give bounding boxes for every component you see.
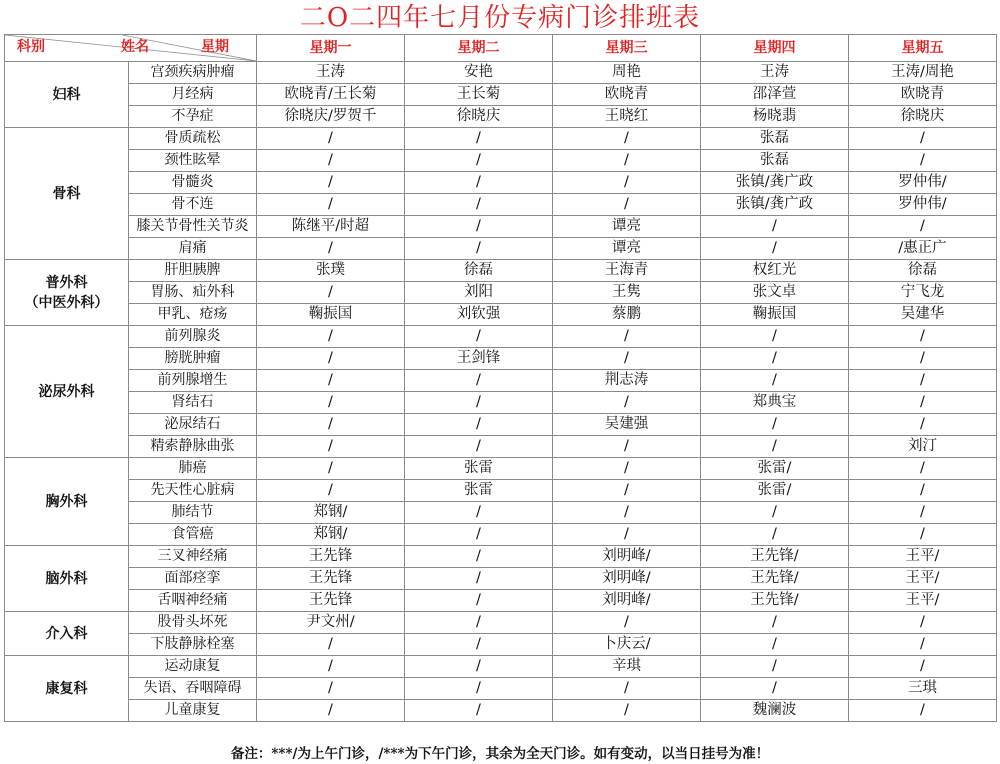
disease-cell: 膀胱肿瘤 [129, 348, 257, 370]
table-row [5, 238, 997, 260]
schedule-cell: 杨晓翡 [701, 106, 849, 128]
schedule-cell: / [849, 458, 997, 480]
schedule-cell: 刘钦强 [405, 304, 553, 326]
schedule-cell: 郑钢/ [257, 524, 405, 546]
schedule-cell: / [405, 546, 553, 568]
schedule-cell: 罗仲伟/ [849, 194, 997, 216]
disease-cell: 股骨头坏死 [129, 612, 257, 634]
schedule-cell: / [405, 414, 553, 436]
schedule-cell: / [405, 128, 553, 150]
schedule-cell: / [701, 678, 849, 700]
day-header-mon: 星期一 [257, 35, 405, 62]
schedule-cell: 张雷 [405, 480, 553, 502]
schedule-cell: / [553, 172, 701, 194]
department-cell: 康复科 [5, 656, 129, 722]
schedule-cell: / [849, 502, 997, 524]
day-header-wed: 星期三 [553, 35, 701, 62]
schedule-cell: 欧晓青 [849, 84, 997, 106]
schedule-cell: 安艳 [405, 62, 553, 84]
department-cell: 脑外科 [5, 546, 129, 612]
schedule-cell: 王平/ [849, 590, 997, 612]
disease-cell: 前列腺炎 [129, 326, 257, 348]
schedule-cell: /惠正广 [849, 238, 997, 260]
disease-cell: 肺结节 [129, 502, 257, 524]
disease-cell: 舌咽神经痛 [129, 590, 257, 612]
schedule-cell: 王先锋 [257, 546, 405, 568]
schedule-cell: 张雷/ [701, 480, 849, 502]
schedule-cell: / [553, 480, 701, 502]
schedule-cell: 欧晓青/王长菊 [257, 84, 405, 106]
table-row [5, 524, 997, 546]
schedule-cell: / [257, 392, 405, 414]
schedule-cell: 张镇/龚广政 [701, 172, 849, 194]
schedule-cell: 宁飞龙 [849, 282, 997, 304]
name-label: 姓名 [121, 39, 149, 55]
table-row [5, 370, 997, 392]
schedule-cell: 王涛/周艳 [849, 62, 997, 84]
schedule-cell: 徐磊 [849, 260, 997, 282]
schedule-cell: / [405, 370, 553, 392]
day-header-fri: 星期五 [849, 35, 997, 62]
department-cell: 介入科 [5, 612, 129, 656]
schedule-cell: / [701, 348, 849, 370]
schedule-cell: / [849, 326, 997, 348]
schedule-cell: 王先锋 [257, 568, 405, 590]
schedule-cell: 王长菊 [405, 84, 553, 106]
schedule-cell: 徐磊 [405, 260, 553, 282]
schedule-cell: 张雷/ [701, 458, 849, 480]
day-header-thu: 星期四 [701, 35, 849, 62]
disease-cell: 膝关节骨性关节炎 [129, 216, 257, 238]
schedule-cell: / [257, 458, 405, 480]
table-row [5, 128, 997, 150]
disease-cell: 骨不连 [129, 194, 257, 216]
disease-cell: 胃肠、疝外科 [129, 282, 257, 304]
schedule-cell: / [257, 656, 405, 678]
schedule-cell: 刘明峰/ [553, 568, 701, 590]
schedule-cell: / [553, 678, 701, 700]
schedule-cell: / [701, 238, 849, 260]
schedule-cell: 权红光 [701, 260, 849, 282]
schedule-cell: 张雷 [405, 458, 553, 480]
table-row [5, 172, 997, 194]
schedule-cell: / [849, 524, 997, 546]
schedule-cell: / [257, 678, 405, 700]
schedule-cell: / [701, 656, 849, 678]
page-title: 二O二四年七月份专病门诊排班表 [299, 3, 701, 33]
schedule-cell: 张镇/龚广政 [701, 194, 849, 216]
disease-cell: 面部痉挛 [129, 568, 257, 590]
schedule-cell: / [849, 480, 997, 502]
schedule-cell: 刘汀 [849, 436, 997, 458]
schedule-cell: / [405, 194, 553, 216]
schedule-cell: / [553, 326, 701, 348]
disease-cell: 肺癌 [129, 458, 257, 480]
schedule-cell: 王先锋 [257, 590, 405, 612]
schedule-cell: / [553, 436, 701, 458]
table-row [5, 282, 997, 304]
schedule-cell: / [553, 502, 701, 524]
schedule-cell: 张文卓 [701, 282, 849, 304]
schedule-cell: / [849, 128, 997, 150]
disease-cell: 肝胆胰脾 [129, 260, 257, 282]
disease-cell: 不孕症 [129, 106, 257, 128]
schedule-cell: 卜庆云/ [553, 634, 701, 656]
table-row [5, 348, 997, 370]
disease-cell: 先天性心脏病 [129, 480, 257, 502]
schedule-cell: 鞠振国 [701, 304, 849, 326]
day-header-tue: 星期二 [405, 35, 553, 62]
schedule-cell: 王先锋/ [701, 546, 849, 568]
table-row [5, 458, 997, 480]
schedule-cell: / [257, 150, 405, 172]
table-row [5, 62, 997, 84]
schedule-cell: 刘明峰/ [553, 590, 701, 612]
schedule-cell: 蔡鹏 [553, 304, 701, 326]
schedule-cell: / [257, 370, 405, 392]
schedule-cell: / [701, 414, 849, 436]
table-row [5, 612, 997, 634]
schedule-cell: 陈继平/时超 [257, 216, 405, 238]
schedule-cell: 王剑锋 [405, 348, 553, 370]
schedule-cell: / [553, 700, 701, 722]
disease-cell: 骨髓炎 [129, 172, 257, 194]
table-row [5, 436, 997, 458]
schedule-cell: / [257, 282, 405, 304]
schedule-cell: 欧晓青 [553, 84, 701, 106]
watermark [832, 696, 982, 740]
schedule-cell: 徐晓庆/罗贺千 [257, 106, 405, 128]
schedule-cell: 罗仲伟/ [849, 172, 997, 194]
schedule-cell: / [257, 172, 405, 194]
schedule-cell: / [405, 392, 553, 414]
disease-cell: 宫颈疾病肿瘤 [129, 62, 257, 84]
schedule-cell: / [553, 150, 701, 172]
department-cell: 妇科 [5, 62, 129, 128]
schedule-cell: / [849, 414, 997, 436]
schedule-cell: / [553, 458, 701, 480]
table-row [5, 194, 997, 216]
diagonal-header-cell [5, 35, 257, 62]
schedule-cell: 王晓红 [553, 106, 701, 128]
schedule-cell: / [405, 700, 553, 722]
schedule-cell: / [405, 568, 553, 590]
schedule-cell: / [553, 612, 701, 634]
disease-cell: 前列腺增生 [129, 370, 257, 392]
schedule-cell: 郑典宝 [701, 392, 849, 414]
disease-cell: 失语、吞咽障碍 [129, 678, 257, 700]
department-cell: 胸外科 [5, 458, 129, 546]
table-row [5, 392, 997, 414]
table-row [5, 84, 997, 106]
schedule-cell: 荆志涛 [553, 370, 701, 392]
schedule-cell: 谭亮 [553, 238, 701, 260]
schedule-cell: / [701, 524, 849, 546]
schedule-cell: 王平/ [849, 546, 997, 568]
disease-cell: 三叉神经痛 [129, 546, 257, 568]
disease-cell: 儿童康复 [129, 700, 257, 722]
schedule-cell: / [257, 700, 405, 722]
schedule-cell: / [701, 216, 849, 238]
table-row [5, 260, 997, 282]
schedule-cell: / [257, 348, 405, 370]
schedule-cell: / [553, 348, 701, 370]
schedule-cell: / [257, 480, 405, 502]
schedule-cell: 王先锋/ [701, 590, 849, 612]
schedule-cell: / [553, 524, 701, 546]
disease-cell: 食管癌 [129, 524, 257, 546]
table-row [5, 106, 997, 128]
schedule-cell: / [257, 128, 405, 150]
department-cell: 骨科 [5, 128, 129, 260]
schedule-cell: / [849, 392, 997, 414]
schedule-cell: 谭亮 [553, 216, 701, 238]
disease-cell: 甲乳、疮疡 [129, 304, 257, 326]
schedule-cell: 郑钢/ [257, 502, 405, 524]
schedule-cell: 邵泽萱 [701, 84, 849, 106]
schedule-cell: / [849, 700, 997, 722]
schedule-cell: / [405, 238, 553, 260]
schedule-cell: / [405, 326, 553, 348]
table-row [5, 546, 997, 568]
table-row [5, 216, 997, 238]
schedule-cell: / [849, 348, 997, 370]
schedule-cell: / [701, 436, 849, 458]
schedule-cell: 刘明峰/ [553, 546, 701, 568]
schedule-cell: / [405, 678, 553, 700]
schedule-cell: / [405, 634, 553, 656]
schedule-cell: / [257, 414, 405, 436]
schedule-cell: / [257, 436, 405, 458]
schedule-cell: / [701, 612, 849, 634]
schedule-cell: / [257, 238, 405, 260]
schedule-cell: 张磊 [701, 150, 849, 172]
header-row [5, 35, 997, 62]
schedule-cell: 张磊 [701, 128, 849, 150]
table-row [5, 568, 997, 590]
disease-cell: 精索静脉曲张 [129, 436, 257, 458]
schedule-cell: 王隽 [553, 282, 701, 304]
schedule-cell: 刘阳 [405, 282, 553, 304]
schedule-cell: 魏澜波 [701, 700, 849, 722]
schedule-cell: / [405, 524, 553, 546]
schedule-cell: 王平/ [849, 568, 997, 590]
table-row [5, 326, 997, 348]
schedule-cell: / [405, 502, 553, 524]
schedule-cell: 王涛 [257, 62, 405, 84]
schedule-cell: 王海青 [553, 260, 701, 282]
footer-note: 备注：***/为上午门诊，/***为下午门诊，其余为全天门诊。如有变动，以当日挂号为准！ [230, 746, 770, 762]
table-row [5, 150, 997, 172]
schedule-cell: / [849, 634, 997, 656]
disease-cell: 运动康复 [129, 656, 257, 678]
department-cell: 泌尿外科 [5, 326, 129, 458]
schedule-cell: 鞠振国 [257, 304, 405, 326]
schedule-cell: 吴建强 [553, 414, 701, 436]
table-row [5, 656, 997, 678]
schedule-cell: 吴建华 [849, 304, 997, 326]
schedule-cell: / [553, 392, 701, 414]
schedule-cell: / [701, 370, 849, 392]
table-row [5, 480, 997, 502]
table-row [5, 502, 997, 524]
disease-cell: 骨质疏松 [129, 128, 257, 150]
schedule-cell: 尹文州/ [257, 612, 405, 634]
schedule-cell: 王涛 [701, 62, 849, 84]
schedule-cell: 辛琪 [553, 656, 701, 678]
schedule-cell: / [405, 612, 553, 634]
schedule-cell: 三琪 [849, 678, 997, 700]
schedule-cell: / [701, 326, 849, 348]
schedule-cell: / [849, 656, 997, 678]
table-row [5, 414, 997, 436]
schedule-cell: / [257, 634, 405, 656]
table-row [5, 634, 997, 656]
schedule-cell: / [701, 634, 849, 656]
dept-label: 科别 [17, 39, 45, 55]
schedule-cell: / [405, 590, 553, 612]
table-row [5, 304, 997, 326]
disease-cell: 肾结石 [129, 392, 257, 414]
schedule-cell: / [257, 194, 405, 216]
schedule-cell: / [849, 150, 997, 172]
disease-cell: 月经病 [129, 84, 257, 106]
schedule-body [5, 62, 997, 722]
disease-cell: 肩痛 [129, 238, 257, 260]
department-cell: 普外科 （中医外科） [5, 260, 129, 326]
schedule-cell: / [405, 150, 553, 172]
schedule-cell: / [405, 436, 553, 458]
schedule-cell: / [849, 612, 997, 634]
schedule-cell: 张璞 [257, 260, 405, 282]
schedule-cell: 周艳 [553, 62, 701, 84]
week-label: 星期 [201, 39, 229, 55]
schedule-cell: / [849, 370, 997, 392]
disease-cell: 下肢静脉栓塞 [129, 634, 257, 656]
schedule-cell: / [405, 216, 553, 238]
schedule-cell: / [405, 172, 553, 194]
schedule-cell: / [701, 502, 849, 524]
schedule-cell: 徐晓庆 [405, 106, 553, 128]
schedule-cell: / [553, 194, 701, 216]
schedule-cell: / [257, 326, 405, 348]
schedule-table [4, 34, 997, 722]
schedule-cell: / [553, 128, 701, 150]
table-row [5, 590, 997, 612]
disease-cell: 泌尿结石 [129, 414, 257, 436]
schedule-cell: / [405, 656, 553, 678]
disease-cell: 颈性眩晕 [129, 150, 257, 172]
schedule-cell: 徐晓庆 [849, 106, 997, 128]
schedule-cell: 王先锋/ [701, 568, 849, 590]
schedule-cell: / [849, 216, 997, 238]
